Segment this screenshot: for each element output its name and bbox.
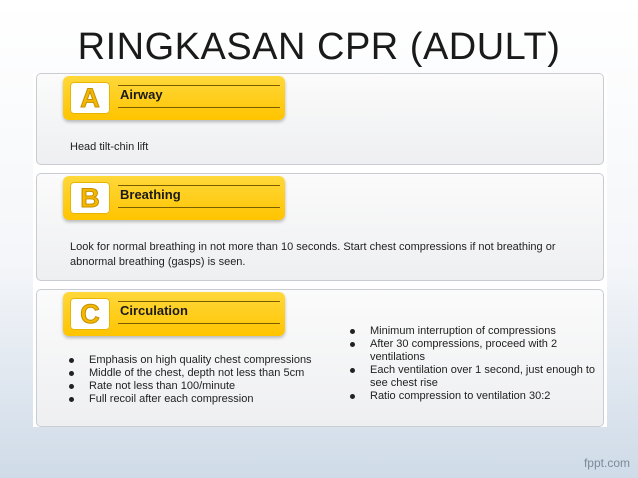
list-item: Each ventilation over 1 second, just enough to see chest rise (348, 364, 598, 390)
tab-rule-top (118, 301, 280, 302)
list-item: Middle of the chest, depth not less than 5cm (67, 367, 327, 380)
airway-card (36, 73, 604, 165)
circulation-tab (63, 292, 285, 336)
airway-label: Airway (120, 87, 163, 102)
circulation-label: Circulation (120, 303, 188, 318)
breathing-text: Look for normal breathing in not more than 10 seconds. Start chest compressions if not breathing or abnormal breathing (gasps) is seen. (70, 241, 556, 268)
fppt-watermark: fppt.com (583, 456, 630, 470)
slide-title: RINGKASAN CPR (ADULT) (77, 26, 561, 68)
tab-rule-top (118, 185, 280, 186)
breathing-letter-badge: B (70, 182, 110, 214)
list-item: Rate not less than 100/minute (67, 380, 327, 393)
airway-letter-badge: A (70, 82, 110, 114)
cpr-summary-panel (33, 73, 607, 427)
list-item: Emphasis on high quality chest compressions (67, 354, 327, 367)
list-item: Ratio compression to ventilation 30:2 (348, 390, 598, 403)
circulation-letter-badge: C (70, 298, 110, 330)
circulation-left-list (67, 354, 327, 406)
tab-rule-bottom (118, 107, 280, 108)
airway-text: Head tilt-chin lift (70, 141, 149, 153)
circulation-card (36, 289, 604, 427)
list-item: Full recoil after each compression (67, 393, 327, 406)
circulation-right-list (348, 325, 598, 403)
list-item: Minimum interruption of compressions (348, 325, 598, 338)
breathing-card (36, 173, 604, 281)
airway-tab (63, 76, 285, 120)
tab-rule-top (118, 85, 280, 86)
tab-rule-bottom (118, 323, 280, 324)
breathing-label: Breathing (120, 187, 181, 202)
breathing-tab (63, 176, 285, 220)
list-item: After 30 compressions, proceed with 2 ventilations (348, 338, 598, 364)
tab-rule-bottom (118, 207, 280, 208)
